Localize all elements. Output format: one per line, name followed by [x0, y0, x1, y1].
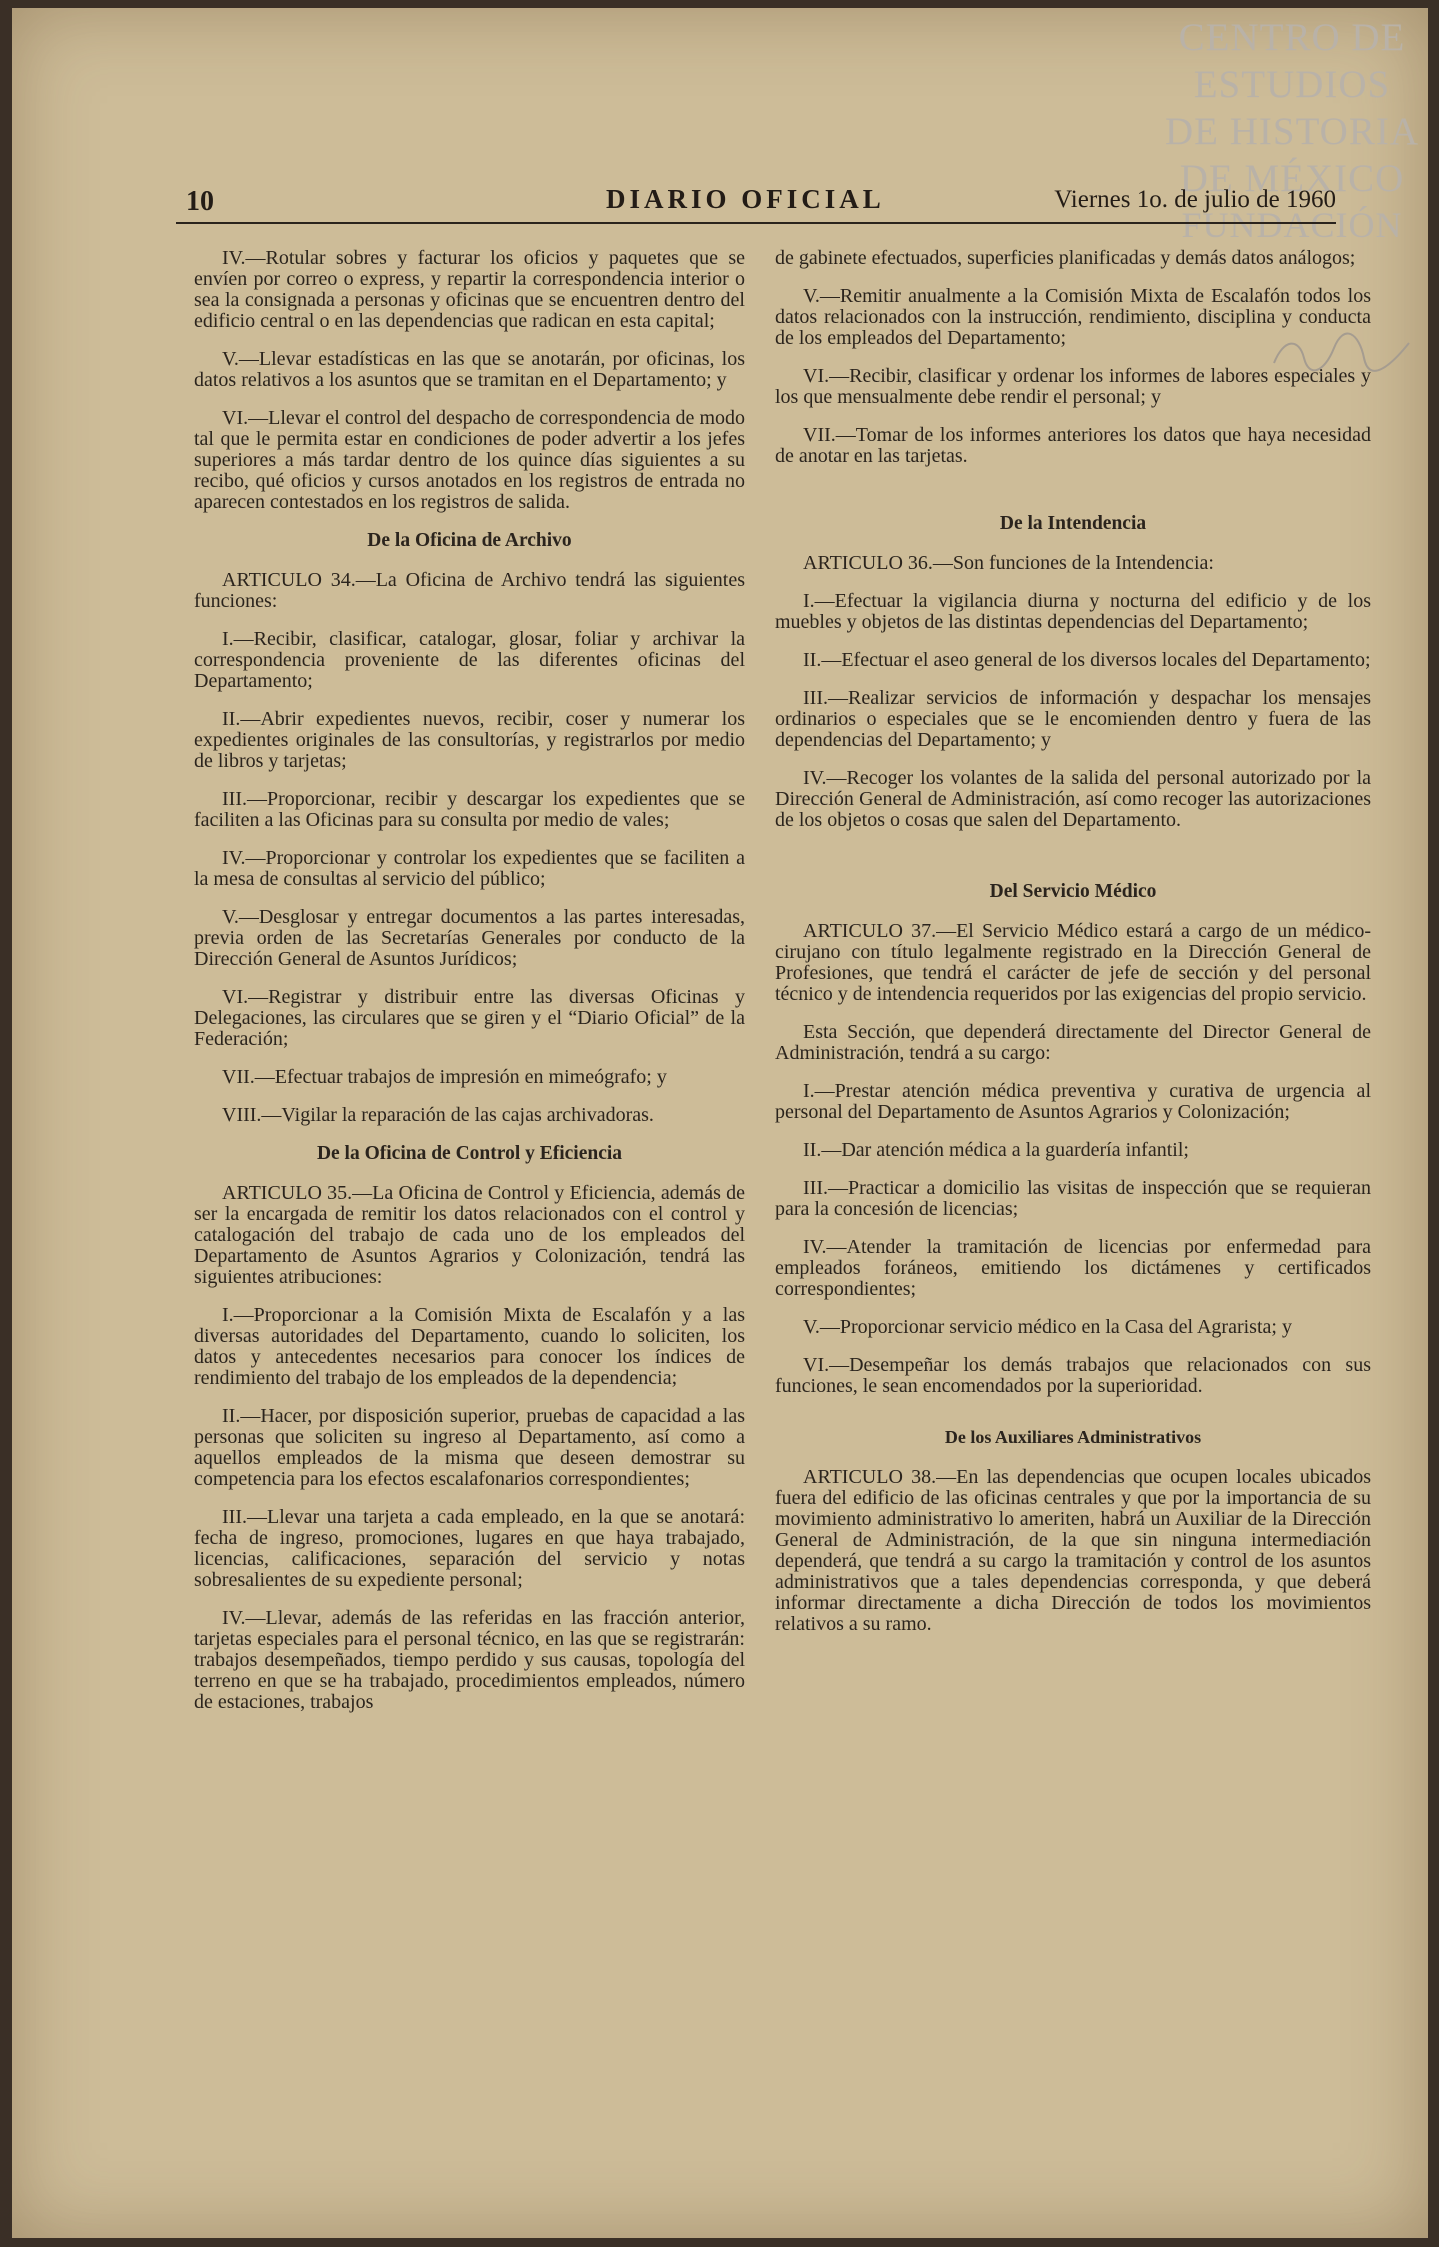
paragraph: IV.—Atender la tramitación de licencias por enfermedad para empleados foráneos, emitiendo los dictámenes y certificados correspondientes; [775, 1236, 1371, 1300]
paragraph: ARTICULO 34.—La Oficina de Archivo tendrá las siguientes funciones: [194, 569, 745, 612]
paragraph: IV.—Recoger los volantes de la salida del personal autorizado por la Dirección General de Administración, así como recoger las autorizaciones de los objetos o cosas que salen del Departamento. [775, 767, 1371, 831]
paragraph: ARTICULO 38.—En las dependencias que ocupen locales ubicados fuera del edificio de las oficinas centrales y que por la importancia de su movimiento administrativo lo ameriten, habrá un Auxiliar de la Dirección General de Administración, de la que sin ninguna intermediación dependerá, que tendrá a su cargo la tramitación y control de los asuntos administrativos que a tales dependencias corresponda, y que deberá informar directamente a dicha Dirección de todos los movimientos relativos a su ramo. [775, 1466, 1371, 1635]
paragraph: III.—Llevar una tarjeta a cada empleado, en la que se anotará: fecha de ingreso, promociones, lugares en que haya trabajado, licencias, calificaciones, separación del servicio y notas sobresalientes de su expediente personal; [194, 1506, 745, 1591]
section-heading: Del Servicio Médico [989, 881, 1157, 902]
watermark-line: CENTRO DE [1178, 16, 1406, 59]
left-column [194, 248, 745, 1730]
paragraph: VI.—Recibir, clasificar y ordenar los informes de labores especiales y los que mensualmente debe rendir el personal; y [775, 365, 1371, 408]
paragraph: VI.—Registrar y distribuir entre las diversas Oficinas y Delegaciones, las circulares que se giren y el “Diario Oficial” de la Federación; [194, 986, 745, 1050]
paragraph: ARTICULO 37.—El Servicio Médico estará a cargo de un médico-cirujano con título legalmente registrado en la Dirección General de Profesiones, que tendrá el carácter de jefe de sección y del personal técnico y de intendencia requeridos por las exigencias del propio servicio. [775, 920, 1371, 1005]
paragraph: III.—Proporcionar, recibir y descargar los expedientes que se faciliten a las Oficinas para su consulta por medio de vales; [194, 788, 745, 831]
paragraph: IV.—Llevar, además de las referidas en las fracción anterior, tarjetas especiales para el personal técnico, en las que se registrarán: trabajos desempeñados, tiempo perdido y sus causas, topología del terreno en que se ha trabajado, procedimientos empleados, número de estaciones, trabajos [194, 1607, 745, 1713]
paragraph: VI.—Desempeñar los demás trabajos que relacionados con sus funciones, le sean encomendados por la superioridad. [775, 1354, 1371, 1397]
watermark-line: FUNDACIÓN [1181, 205, 1403, 245]
paragraph: de gabinete efectuados, superficies planificadas y demás datos análogos; [775, 247, 1356, 269]
paragraph: II.—Efectuar el aseo general de los diversos locales del Departamento; [803, 649, 1371, 671]
paragraph: IV.—Proporcionar y controlar los expedientes que se faciliten a la mesa de consultas al servicio del público; [194, 847, 745, 890]
issue-date: Viernes 1o. de julio de 1960 [1054, 186, 1336, 213]
paragraph: I.—Efectuar la vigilancia diurna y nocturna del edificio y de los muebles y objetos de las distintas dependencias del Departamento; [775, 590, 1371, 633]
paragraph: Esta Sección, que dependerá directamente del Director General de Administración, tendrá a su cargo: [775, 1021, 1371, 1064]
paragraph: V.—Desglosar y entregar documentos a las partes interesadas, previa orden de las Secretarías Generales por conducto de la Dirección General de Asuntos Jurídicos; [194, 906, 745, 970]
paragraph: IV.—Rotular sobres y facturar los oficios y paquetes que se envíen por correo o express, y repartir la correspondencia interior o sea la consignada a personas y oficinas que se encuentren dentro del edificio central o en las dependencias que radican en esta capital; [194, 247, 745, 332]
paragraph: III.—Realizar servicios de información y despachar los mensajes ordinarios o especiales que se le encomienden dentro y fuera de las dependencias del Departamento; y [775, 687, 1371, 751]
paragraph: V.—Proporcionar servicio médico en la Casa del Agrarista; y [803, 1316, 1292, 1338]
newspaper-title: DIARIO OFICIAL [606, 184, 885, 214]
paragraph: VI.—Llevar el control del despacho de correspondencia de modo tal que le permita estar en condiciones de poder advertir a los jefes superiores a más tardar dentro de los quince días siguientes a su recibo, qué oficios y cursos anotados en los registros de entrada no aparecen contestados en los registros de salida. [194, 407, 745, 513]
section-heading: De la Intendencia [999, 513, 1147, 534]
paragraph: VII.—Efectuar trabajos de impresión en mimeógrafo; y [222, 1066, 667, 1088]
right-column [775, 248, 1371, 1652]
section-heading: De la Oficina de Archivo [367, 530, 572, 551]
paragraph: VIII.—Vigilar la reparación de las cajas archivadoras. [222, 1104, 654, 1126]
paragraph: VII.—Tomar de los informes anteriores los datos que haya necesidad de anotar en las tarjetas. [775, 424, 1371, 467]
paragraph: II.—Dar atención médica a la guardería infantil; [803, 1139, 1189, 1161]
paragraph: V.—Remitir anualmente a la Comisión Mixta de Escalafón todos los datos relacionados con la instrucción, rendimiento, disciplina y conducta de los empleados del Departamento; [775, 285, 1371, 349]
paragraph: III.—Practicar a domicilio las visitas de inspección que se requieran para la concesión de licencias; [775, 1177, 1371, 1220]
watermark-line: ESTUDIOS [1193, 63, 1391, 106]
paragraph: ARTICULO 35.—La Oficina de Control y Eficiencia, además de ser la encargada de remitir los datos relacionados con el control y catalogación del trabajo de cada uno de los empleados del Departamento de Asuntos Agrarios y Colonización, tendrá las siguientes atribuciones: [194, 1182, 745, 1288]
watermark-line: DE MÉXICO [1179, 157, 1405, 200]
section-heading: De los Auxiliares Administrativos [944, 1427, 1202, 1447]
paragraph: V.—Llevar estadísticas en las que se anotarán, por oficinas, los datos relativos a los asuntos que se tramitan en el Departamento; y [194, 348, 745, 391]
page-number: 10 [186, 186, 214, 217]
watermark-line: DE HISTORIA [1164, 110, 1420, 153]
paragraph: II.—Abrir expedientes nuevos, recibir, coser y numerar los expedientes originales de las consultorías, y registrarlos por medio de libros y tarjetas; [194, 708, 745, 772]
paragraph: I.—Recibir, clasificar, catalogar, glosar, foliar y archivar la correspondencia proveniente de las diferentes oficinas del Departamento; [194, 628, 745, 692]
section-heading: De la Oficina de Control y Eficiencia [316, 1143, 623, 1164]
page-header [176, 182, 1336, 224]
paragraph: I.—Proporcionar a la Comisión Mixta de Escalafón y a las diversas autoridades del Departamento, cuando lo soliciten, los datos y antecedentes necesarios para conocer los índices de rendimiento del trabajo de los empleados de la dependencia; [194, 1304, 745, 1389]
paragraph: II.—Hacer, por disposición superior, pruebas de capacidad a las personas que soliciten su ingreso al Departamento, así como a aquellos empleados de la misma que deseen demostrar su competencia para los efectos escalafonarios correspondientes; [194, 1405, 745, 1490]
paragraph: I.—Prestar atención médica preventiva y curativa de urgencia al personal del Departamento de Asuntos Agrarios y Colonización; [775, 1080, 1371, 1123]
paragraph: ARTICULO 36.—Son funciones de la Intendencia: [803, 552, 1214, 574]
